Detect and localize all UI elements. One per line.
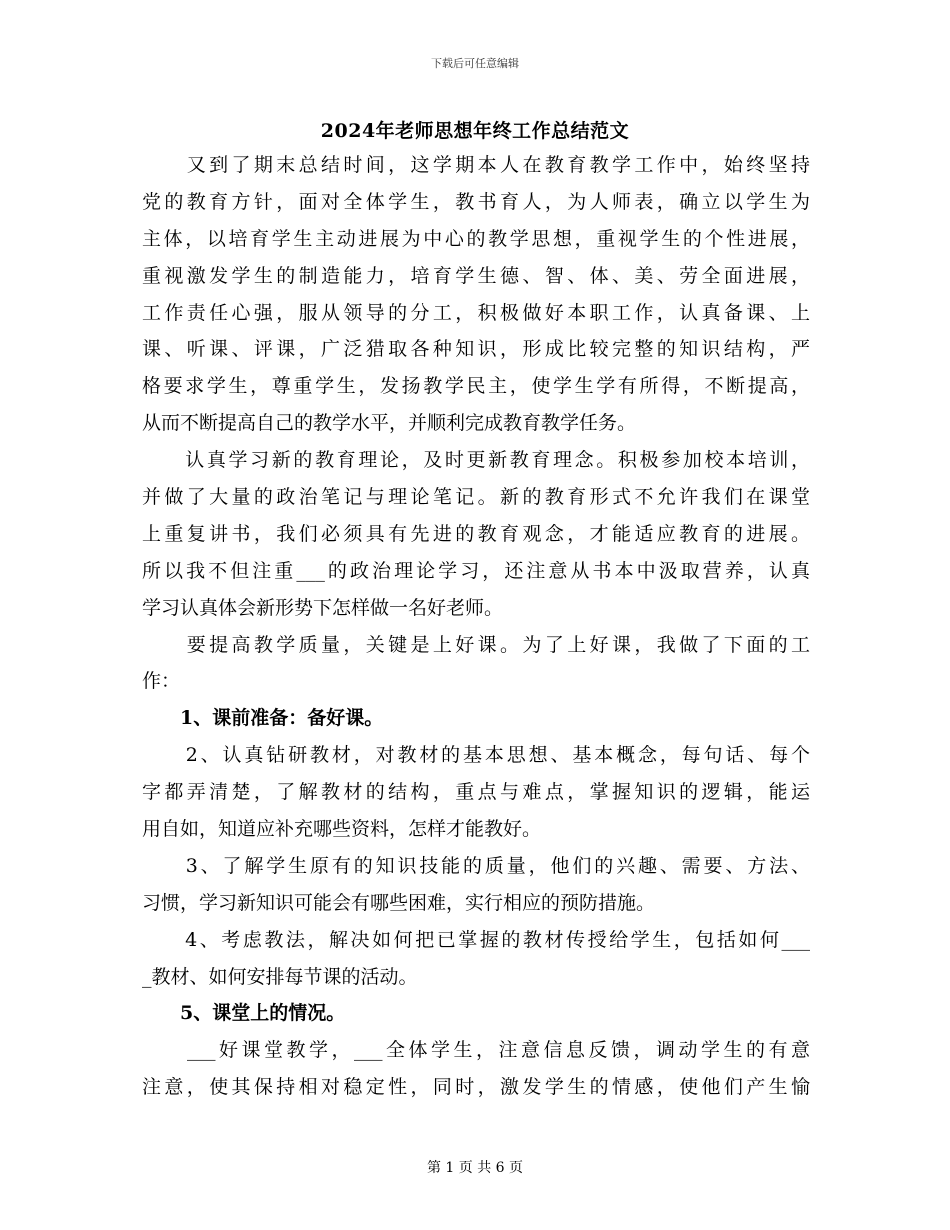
paragraph-line: 所以我不但注重___的政治理论学习，还注意从书本中汲取营养，认真	[142, 559, 810, 582]
paragraph-line: 作：	[142, 670, 181, 693]
paragraph-line: 上重复讲书，我们必须具有先进的教育观念，才能适应教育的进展。	[142, 522, 810, 545]
paragraph-line: 又到了期末总结时间，这学期本人在教育教学工作中，始终坚持	[142, 154, 810, 176]
paragraph-line: ___好课堂教学，___全体学生，注意信息反馈，调动学生的有意	[142, 1039, 810, 1062]
paragraph-line: 工作责任心强，服从领导的分工，积极做好本职工作，认真备课、上	[142, 301, 810, 324]
document-body	[142, 147, 810, 1106]
paragraph-line: 格要求学生，尊重学生，发扬教学民主，使学生学有所得，不断提高，	[142, 375, 810, 398]
paragraph-line: 4、考虑教法，解决如何把已掌握的教材传授给学生，包括如何___	[142, 928, 810, 951]
paragraph-line: _教材、如何安排每节课的活动。	[142, 965, 418, 988]
paragraph-line: 用自如，知道应补充哪些资料，怎样才能教好。	[142, 818, 542, 841]
paragraph-line: 3、了解学生原有的知识技能的质量，他们的兴趣、需要、方法、	[142, 854, 810, 877]
section-heading-line: 5、课堂上的情况。	[142, 1002, 346, 1025]
paragraph-line: 主体，以培育学生主动进展为中心的教学思想，重视学生的个性进展，	[142, 227, 810, 250]
page-footer: 第 1 页 共 6 页	[426, 1160, 524, 1176]
document-title: 2024年老师思想年终工作总结范文	[320, 120, 630, 142]
paragraph-line: 习惯，学习新知识可能会有哪些困难，实行相应的预防措施。	[142, 891, 656, 914]
header-note: 下载后可任意编辑	[431, 57, 519, 70]
section-heading-line: 1、课前准备：备好课。	[142, 707, 384, 730]
paragraph-line: 学习认真体会新形势下怎样做一名好老师。	[142, 596, 504, 619]
paragraph-line: 认真学习新的教育理论，及时更新教育理念。积极参加校本培训，	[142, 449, 810, 472]
paragraph-line: 重视激发学生的制造能力，培育学生德、智、体、美、劳全面进展，	[142, 264, 810, 287]
paragraph-line: 党的教育方针，面对全体学生，教书育人，为人师表，确立以学生为	[142, 190, 810, 213]
paragraph-line: 课、听课、评课，广泛猎取各种知识，形成比较完整的知识结构，严	[142, 338, 810, 361]
paragraph-line: 2、认真钻研教材，对教材的基本思想、基本概念，每句话、每个	[142, 744, 810, 767]
paragraph-line: 并做了大量的政治笔记与理论笔记。新的教育形式不允许我们在课堂	[142, 486, 810, 509]
paragraph-line: 字都弄清楚，了解教材的结构，重点与难点，掌握知识的逻辑，能运	[142, 781, 810, 804]
paragraph-line: 要提高教学质量，关键是上好课。为了上好课，我做了下面的工	[142, 633, 810, 656]
paragraph-line: 从而不断提高自己的教学水平，并顺利完成教育教学任务。	[142, 412, 637, 435]
paragraph-line: 注意，使其保持相对稳定性，同时，激发学生的情感，使他们产生愉	[142, 1076, 810, 1099]
